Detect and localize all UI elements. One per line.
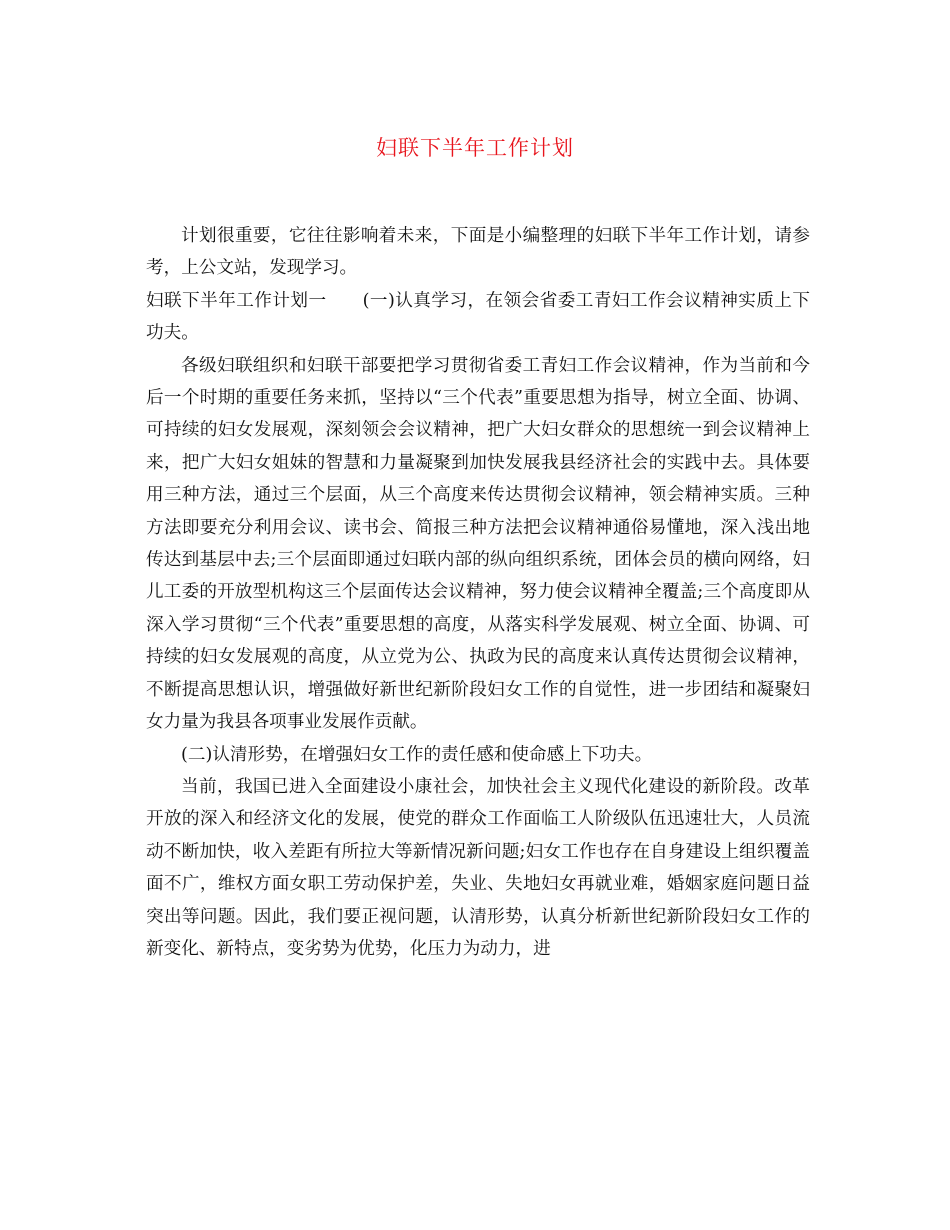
- document-title: 妇联下半年工作计划: [376, 136, 574, 160]
- subheading-paragraph: (二)认清形势，在增强妇女工作的责任感和使命感上下功夫。: [181, 744, 653, 765]
- section-heading-paragraph: 妇联下半年工作计划一 (一)认真学习，在领会省委工青妇工作会议精神实质上下功夫。: [146, 290, 810, 344]
- intro-paragraph: 计划很重要，它往往影响着未来，下面是小编整理的妇联下半年工作计划，请参考，上公文站，发现学习。: [146, 226, 810, 279]
- body-paragraph: 各级妇联组织和妇联干部要把学习贯彻省委工青妇工作会议精神，作为当前和今后一个时期的重要任务来抓，坚持以“三个代表”重要思想为指导，树立全面、协调、可持续的妇女发展观，深刻领会会议精神，把广大妇女群众的思想统一到会议精神上来，把广大妇女姐妹的智慧和力量凝聚到加快发展我县经济社会的实践中去。具体要用三种方法，通过三个层面，从三个高度来传达贯彻会议精神，领会精神实质。三种方法即要充分利用会议、读书会、简报三种方法把会议精神通俗易懂地，深入浅出地传达到基层中去;三个层面即通过妇联内部的纵向组织系统，团体会员的横向网络，妇儿工委的开放型机构这三个层面传达会议精神，努力使会议精神全覆盖;三个高度即从深入学习贯彻“三个代表”重要思想的高度，从落实科学发展观、树立全面、协调、可持续的妇女发展观的高度，从立党为公、执政为民的高度来认真传达贯彻会议精神，不断提高思想认识，增强做好新世纪新阶段妇女工作的自觉性，进一步团结和凝聚妇女力量为我县各项事业发展作贡献。: [146, 355, 810, 733]
- body-paragraph: 当前，我国已进入全面建设小康社会，加快社会主义现代化建设的新阶段。改革开放的深入和经济文化的发展，使党的群众工作面临工人阶级队伍迅速壮大，人员流动不断加快，收入差距有所拉大等新情况新问题;妇女工作也存在自身建设上组织覆盖面不广，维权方面女职工劳动保护差，失业、失地妇女再就业难，婚姻家庭问题日益突出等问题。因此，我们要正视问题，认清形势，认真分析新世纪新阶段妇女工作的新变化、新特点，变劣势为优势，化压力为动力，进: [146, 776, 810, 959]
- document-body: [146, 220, 810, 965]
